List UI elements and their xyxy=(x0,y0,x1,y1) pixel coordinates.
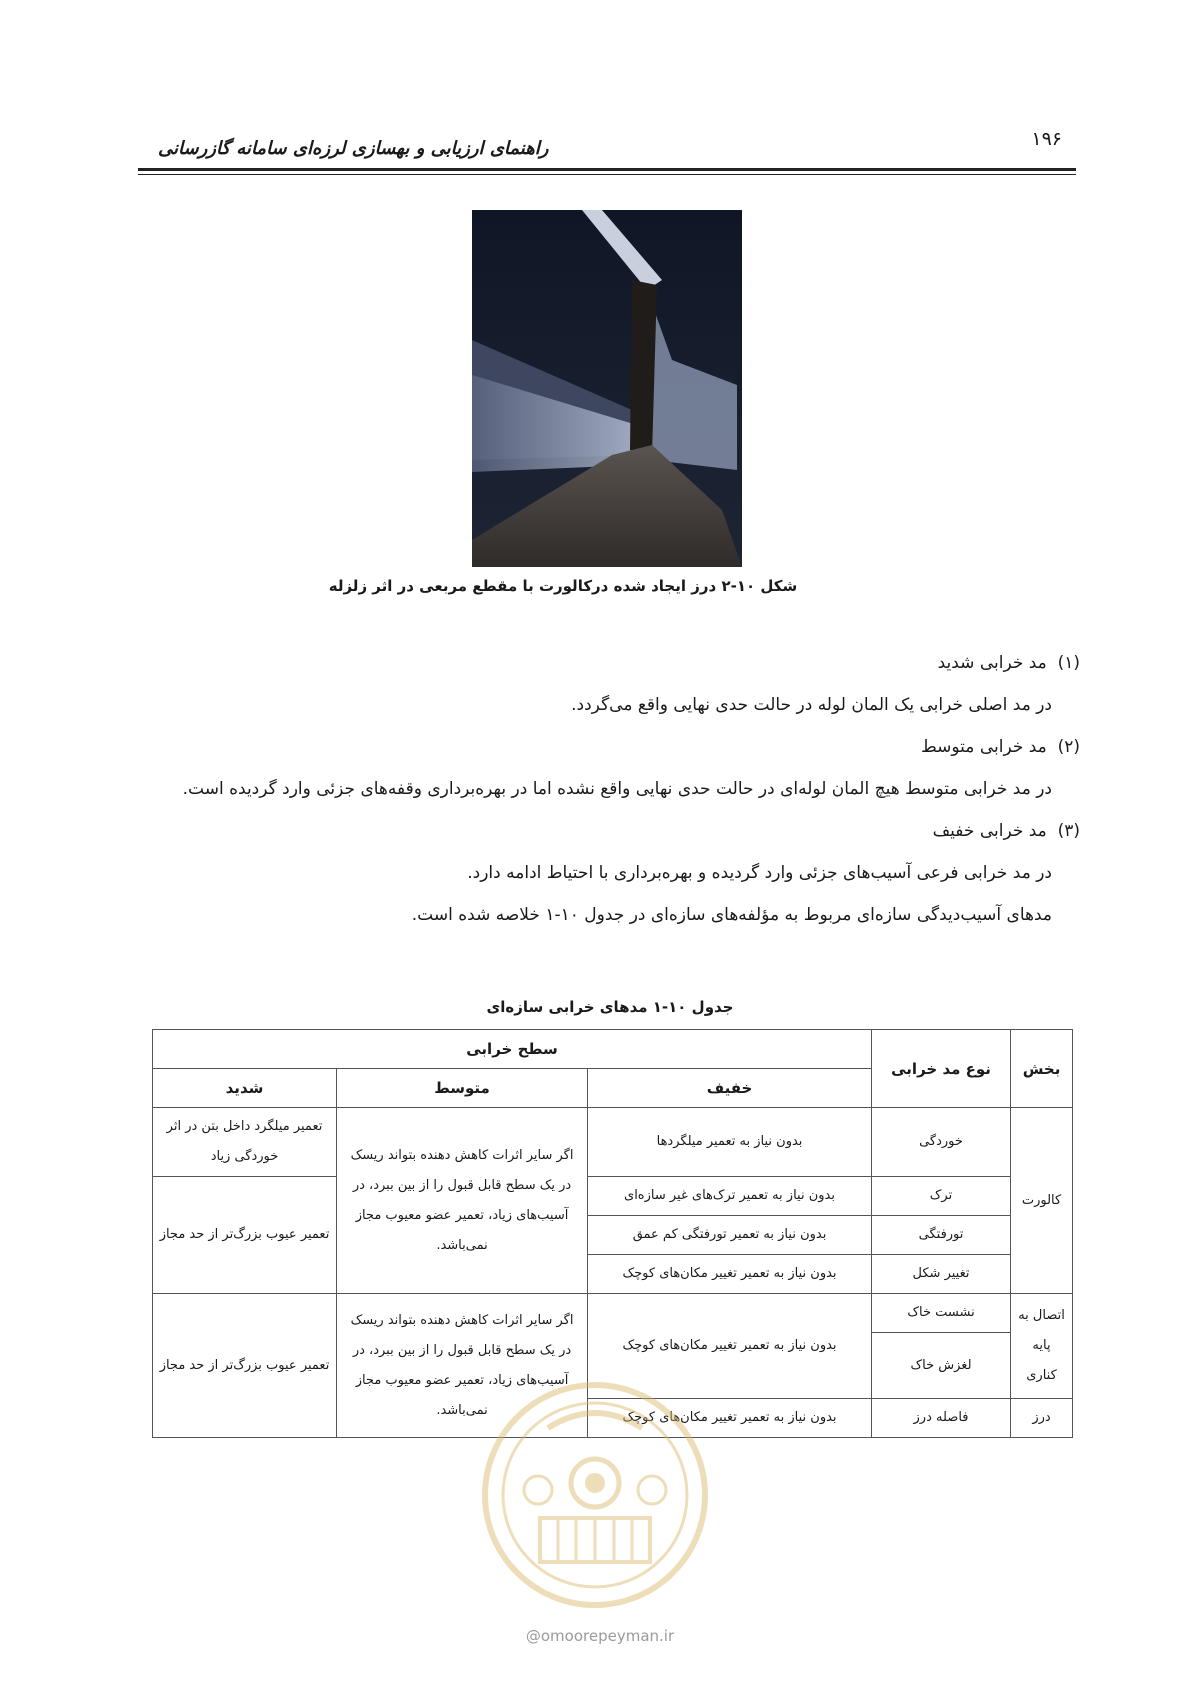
item-heading-3 xyxy=(933,821,1080,841)
table-title: جدول ۱۰-۱ مدهای خرابی سازه‌ای xyxy=(486,998,734,1016)
mode-cell: فاصله درز xyxy=(872,1399,1011,1438)
light-cell: بدون نیاز به تعمیر تغییر مکان‌های کوچک xyxy=(588,1294,872,1399)
item-number: (۲) xyxy=(1057,737,1080,757)
header-rule-thin xyxy=(138,174,1076,175)
moderate-cell: اگر سایر اثرات کاهش دهنده بتواند ریسک در یک سطح قابل قبول را از بین ببرد، در آسیب‌های زیاد، تعمیر عضو معیوب مجاز نمی‌باشد. xyxy=(337,1294,588,1438)
header-light: خفیف xyxy=(588,1069,872,1108)
running-title: راهنمای ارزیابی و بهسازی لرزه‌ای سامانه گازرسانی xyxy=(158,138,549,159)
item-title: مد خرابی متوسط xyxy=(921,737,1047,757)
section-cell: درز xyxy=(1011,1399,1073,1438)
severe-cell: تعمیر عیوب بزرگ‌تر از حد مجاز xyxy=(153,1177,337,1294)
section-cell: اتصال به پایه کناری xyxy=(1011,1294,1073,1399)
item-text-2: در مد خرابی متوسط هیچ المان لوله‌ای در حالت حدی نهایی واقع نشده اما در بهره‌برداری وقفه‌های جزئی وارد گردیده است. xyxy=(182,779,1052,799)
mode-cell: لغزش خاک xyxy=(872,1333,1011,1399)
item-title: مد خرابی شدید xyxy=(937,653,1047,673)
light-cell: بدون نیاز به تعمیر ترک‌های غیر سازه‌ای xyxy=(588,1177,872,1216)
watermark-site: @omoorepeyman.ir xyxy=(525,1627,675,1645)
summary-text: مدهای آسیب‌دیدگی سازه‌ای مربوط به مؤلفه‌های سازه‌ای در جدول ۱۰-۱ خلاصه شده است. xyxy=(411,905,1052,925)
table-row xyxy=(153,1294,1073,1333)
moderate-cell: اگر سایر اثرات کاهش دهنده بتواند ریسک در یک سطح قابل قبول را از بین ببرد، در آسیب‌های زیاد، تعمیر عضو معیوب مجاز نمی‌باشد. xyxy=(337,1108,588,1294)
header-rule xyxy=(138,168,1076,171)
mode-cell: تغییر شکل xyxy=(872,1255,1011,1294)
light-cell: بدون نیاز به تعمیر تغییر مکان‌های کوچک xyxy=(588,1399,872,1438)
page-header xyxy=(138,124,1076,168)
item-number: (۱) xyxy=(1057,653,1080,673)
table-header-row xyxy=(153,1030,1073,1069)
header-section: بخش xyxy=(1011,1030,1073,1108)
mode-cell: نشست خاک xyxy=(872,1294,1011,1333)
item-number: (۳) xyxy=(1057,821,1080,841)
item-heading-1 xyxy=(938,653,1080,673)
header-mode-type: نوع مد خرابی xyxy=(872,1030,1011,1108)
mode-cell: تورفتگی xyxy=(872,1216,1011,1255)
mode-cell: ترک xyxy=(872,1177,1011,1216)
light-cell: بدون نیاز به تعمیر میلگردها xyxy=(588,1108,872,1177)
item-title: مد خرابی خفیف xyxy=(932,821,1047,841)
damage-modes-table xyxy=(152,1029,1073,1438)
mode-cell: خوردگی xyxy=(872,1108,1011,1177)
figure-caption: شکل ۱۰-۲ درز ایجاد شده درکالورت با مقطع مربعی در اثر زلزله xyxy=(328,577,798,595)
light-cell: بدون نیاز به تعمیر تورفتگی کم عمق xyxy=(588,1216,872,1255)
header-moderate: متوسط xyxy=(337,1069,588,1108)
header-damage-level: سطح خرابی xyxy=(153,1030,872,1069)
table-row xyxy=(153,1108,1073,1177)
header-severe: شدید xyxy=(153,1069,337,1108)
severe-cell: تعمیر عیوب بزرگ‌تر از حد مجاز xyxy=(153,1294,337,1438)
page-number: ۱۹۶ xyxy=(1031,128,1062,150)
watermark-seal xyxy=(478,1378,712,1612)
culvert-joint-photo xyxy=(472,210,742,567)
item-heading-2 xyxy=(921,737,1080,757)
item-text-3: در مد خرابی فرعی آسیب‌های جزئی وارد گردیده و بهره‌برداری با احتیاط ادامه دارد. xyxy=(467,863,1052,883)
table-row xyxy=(153,1177,1073,1216)
severe-cell: تعمیر میلگرد داخل بتن در اثر خوردگی زیاد xyxy=(153,1108,337,1177)
item-text-1: در مد اصلی خرابی یک المان لوله در حالت حدی نهایی واقع می‌گردد. xyxy=(571,695,1052,715)
light-cell: بدون نیاز به تعمیر تغییر مکان‌های کوچک xyxy=(588,1255,872,1294)
section-cell: کالورت xyxy=(1011,1108,1073,1294)
